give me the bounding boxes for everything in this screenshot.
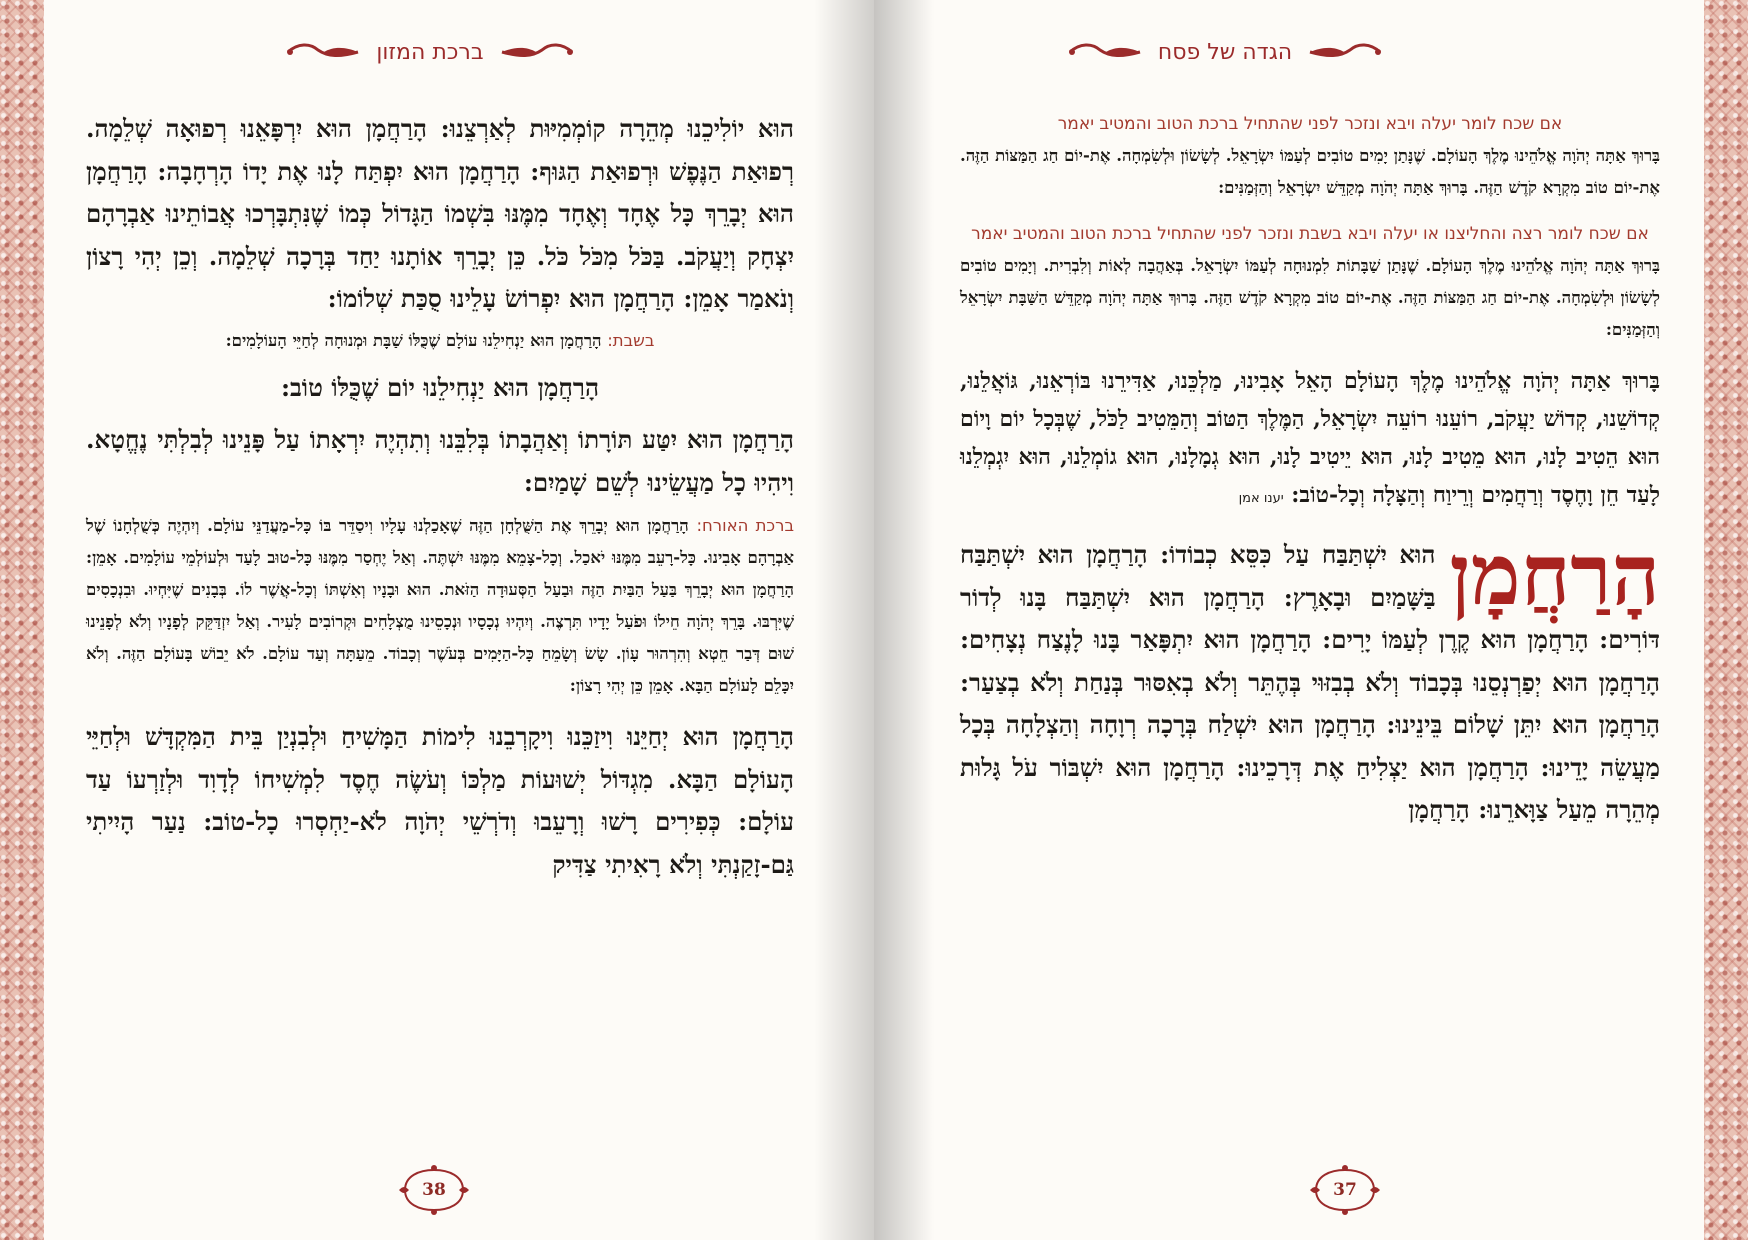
flourish-icon — [498, 41, 576, 63]
shabbat-addition — [86, 325, 794, 357]
prayer-paragraph: הָרַחֲמָן הוּא יִטַּע תּוֹרָתוֹ וְאַהֲבָתוֹ בְּלִבֵּנוּ וְתִהְיֶה יִרְאָתוֹ עַל פָּנֵינוּ לְבִלְתִּי נֶחֱטָא. וִיהִיוּ כָל מַעֲשֵׂינוּ לְשֵׁם שָׁמַיִם: — [86, 425, 794, 497]
harachaman-section — [960, 525, 1660, 832]
blessing-block: בָּרוּךְ אַתָּה יְהֹוָה אֱלֹהֵינוּ מֶלֶךְ הָעוֹלָם. שֶׁנָּתַן שַׁבָּתוֹת לִמְנוּחָה לְעַמּוֹ יִשְׂרָאֵל. בְּאַהֲבָה לְאוֹת וְלִבְרִית. וְיָמִים טוֹבִים לְשָׂשׂוֹן וּלְשִׂמְחָה. אֶת-יוֹם חַג הַמַּצּוֹת הַזֶּה. אֶת-יוֹם טוֹב מִקְרָא קֹדֶשׁ הַזֶּה. בָּרוּךְ אַתָּה יְהֹוָה מְקַדֵּשׁ הַשַּׁבָּת יִשְׂרָאֵל וְהַזְּמַנִּים: — [960, 256, 1660, 339]
page-header-left — [240, 34, 620, 70]
gutter-shadow-left — [814, 0, 874, 1240]
page-content-right — [960, 108, 1660, 832]
prayer-paragraph: הָרַחֲמָן הוּא יַנְחִילֵנוּ יוֹם שֶׁכֻּלּוֹ טוֹב: — [280, 372, 600, 402]
flourish-icon — [1306, 41, 1384, 63]
flourish-icon — [1066, 41, 1144, 63]
prayer-paragraph — [960, 362, 1660, 518]
page-right — [874, 0, 1748, 1240]
ornamental-border-right — [1704, 0, 1748, 1240]
page-title: הגדה של פסח — [1157, 39, 1293, 65]
gutter-shadow-right — [874, 0, 934, 1240]
drop-cap-heading: הָרַחֲמָן — [1449, 525, 1660, 624]
prayer-paragraph: הוּא יִשְׁתַּבַּח עַל כִּסֵּא כְבוֹדוֹ: הָרַחֲמָן הוּא יִשְׁתַּבַּח בַּשָּׁמַיִם וּבָאָרֶץ: הָרַחֲמָן הוּא יִשְׁתַּבַּח בָּנוּ לְדוֹר דּוֹרִים: הָרַחֲמָן הוּא קֶרֶן לְעַמּוֹ יָרִים: הָרַחֲמָן הוּא יִתְפָּאַר בָּנוּ לָנֶצַח נְצָחִים: הָרַחֲמָן הוּא יְפַרְנְסֵנוּ בְּכָבוֹד וְלֹא בְבִזּוּי בְּהֶתֵּר וְלֹא בְאִסּוּר בְּנַחַת וְלֹא בְצַעַר: הָרַחֲמָן הוּא יִתֵּן שָׁלוֹם בֵּינֵינוּ: הָרַחֲמָן הוּא יִשְׁלַח בְּרָכָה רְוָחָה וְהַצְלָחָה בְּכָל מַעֲשֵׂה יָדֵינוּ: הָרַחֲמָן הוּא יַצְלִיחַ אֶת דְּרָכֵינוּ: הָרַחֲמָן הוּא יִשְׁבּוֹר עֹל גָּלוּת מְהֵרָה מֵעַל צַוָּארֵנוּ: הָרַחֲמָן — [960, 540, 1660, 824]
instruction-text: אם שכח לומר רצה והחליצנו או יעלה ויבא בשבת ונזכר לפני שהתחיל ברכת הטוב והמטיב יאמר — [971, 224, 1649, 244]
shabbat-text: הָרַחֲמָן הוּא יַנְחִילֵנוּ עוֹלָם שֶׁכֻּלּוֹ שַׁבָּת וּמְנוּחָה לְחַיֵּי הָעוֹלָמִים: — [225, 330, 602, 350]
page-number-text: 37 — [1333, 1180, 1357, 1200]
blessing-block: בָּרוּךְ אַתָּה יְהֹוָה אֱלֹהֵינוּ מֶלֶךְ הָעוֹלָם. שֶׁנָּתַן יָמִים טוֹבִים לְעַמּוֹ יִשְׂרָאֵל. לְשָׂשׂוֹן וּלְשִׂמְחָה. אֶת-יוֹם חַג הַמַּצּוֹת הַזֶּה. אֶת-יוֹם טוֹב מִקְרָא קֹדֶשׁ הַזֶּה. בָּרוּךְ אַתָּה יְהֹוָה מְקַדֵּשׁ יִשְׂרָאֵל וְהַזְּמַנִּים: — [960, 146, 1660, 197]
page-title: ברכת המזון — [376, 39, 484, 65]
guest-blessing — [86, 510, 794, 702]
shabbat-label: בשבת: — [607, 330, 655, 350]
guest-blessing-text: הָרַחֲמָן הוּא יְבָרֵךְ אֶת הַשֻּׁלְחָן הַזֶּה שֶׁאָכַלְנוּ עָלָיו וִיסַדֵּר בּוֹ כָּל-מַעֲדַנֵּי עוֹלָם. וְיִהְיֶה כְּשֻׁלְחָנוֹ שֶׁל אַבְרָהָם אָבִינוּ. כָּל-רָעֵב מִמֶּנּוּ יֹאכַל. וְכָל-צָמֵא מִמֶּנּוּ יִשְׁתֶּה. וְאַל יֶחְסַר מִמֶּנּוּ כָּל-טוּב לָעַד וּלְעוֹלְמֵי עוֹלָמִים. אָמֵן: הָרַחֲמָן הוּא יְבָרֵךְ בַּעַל הַבַּיִת הַזֶּה וּבַעַל הַסְּעוּדָה הַזֹּאת. הוּא וּבָנָיו וְאִשְׁתּוֹ וְכָל-אֲשֶׁר לוֹ. בְּבָנִים שֶׁיִּחְיוּ. וּבִנְכָסִים שֶׁיִּרְבּוּ. בָּרֵךְ יְהֹוָה חֵילוֹ וּפֹעַל יָדָיו תִּרְצֶה. וְיִהְיוּ נְכָסָיו וּנְכָסֵינוּ מֻצְלָחִים וּקְרוֹבִים לָעִיר. וְאַל יִזְדַּקֵּק לְפָנָיו וְלֹא לְפָנֵינוּ שׁוּם דְּבַר חֵטְא וְהִרְהוּר עָוֹן. שָׂשׂ וְשָׂמֵחַ כָּל-הַיָּמִים בְּעֹשֶׁר וְכָבוֹד. מֵעַתָּה וְעַד עוֹלָם. לֹא יֵבוֹשׁ בָּעוֹלָם הַזֶּה. וְלֹא יִכָּלֵם לָעוֹלָם הַבָּא. אָמֵן כֵּן יְהִי רָצוֹן: — [86, 516, 794, 695]
prayer-paragraph: הָרַחֲמָן הוּא יְחַיֵּנוּ וִיזַכֵּנוּ וִיקָרְבֵנוּ לִימוֹת הַמָּשִׁיחַ וּלְבִנְיַן בֵּית הַמִּקְדָּשׁ וּלְחַיֵּי הָעוֹלָם הַבָּא. מִגְדּוֹל יְשׁוּעוֹת מַלְכּוֹ וְעֹשֶׂה חֶסֶד לִמְשִׁיחוֹ לְדָוִד וּלְזַרְעוֹ עַד עוֹלָם: כְּפִירִים רָשׁוּ וְרָעֵבוּ וְדֹרְשֵׁי יְהֹוָה לֹא-יַחְסְרוּ כָל-טוֹב: נַעַר הָיִיתִי גַּם-זָקַנְתִּי וְלֹא רָאִיתִי צַדִּיק — [86, 722, 794, 879]
prayer-paragraph: הוּא יוֹלִיכֵנוּ מְהֵרָה קוֹמְמִיּוּת לְאַרְצֵנוּ: הָרַחֲמָן הוּא יִרְפָּאֵנוּ רְפוּאָה שְׁלֵמָה. רְפוּאַת הַנֶּפֶשׁ וּרְפוּאַת הַגּוּף: הָרַחֲמָן הוּא יִפְתַּח לָנוּ אֶת יָדוֹ הָרְחָבָה: הָרַחֲמָן הוּא יְבָרֵךְ כָּל אֶחָד וְאֶחָד מִמֶּנּוּ בִּשְׁמוֹ הַגָּדוֹל כְּמוֹ שֶׁנִּתְבָּרְכוּ אֲבוֹתֵינוּ אַבְרָהָם יִצְחָק וְיַעֲקֹב. בַּכֹּל מִכֹּל כֹּל. כֵּן יְבָרֵךְ אוֹתָנוּ יַחַד בְּרָכָה שְׁלֵמָה. וְכֵן יְהִי רָצוֹן וְנֹאמַר אָמֵן: הָרַחֲמָן הוּא יִפְרוֹשׂ עָלֵינוּ סֻכַּת שְׁלוֹמוֹ: — [86, 114, 794, 313]
main-blessing-text: בָּרוּךְ אַתָּה יְהֹוָה אֱלֹהֵינוּ מֶלֶךְ הָעוֹלָם הָאֵל אָבִינוּ, מַלְכֵּנוּ, אַדִּירֵנוּ בּוֹרְאֵנוּ, גּוֹאֲלֵנוּ, קְדוֹשֵׁנוּ, קְדוֹשׁ יַעֲקֹב, רוֹעֵנוּ רוֹעֵה יִשְׂרָאֵל, הַמֶּלֶךְ הַטּוֹב וְהַמֵּטִיב לַכֹּל, שֶׁבְּכָל יוֹם וָיוֹם הוּא הֵטִיב לָנוּ, הוּא מֵטִיב לָנוּ, הוּא יֵיטִיב לָנוּ, הוּא גְמָלָנוּ, הוּא גוֹמְלֵנוּ, הוּא יִגְמְלֵנוּ לָעַד חֵן וָחֶסֶד וְרַחֲמִים וְרֵיוַח וְהַצָּלָה וְכָל-טוֹב: — [960, 368, 1660, 508]
flourish-icon — [284, 41, 362, 63]
page-number-text: 38 — [422, 1180, 446, 1200]
page-content-left — [86, 108, 794, 886]
page-number-left — [397, 1164, 471, 1216]
instruction-text: אם שכח לומר יעלה ויבא ונזכר לפני שהתחיל ברכת הטוב והמטיב יאמר — [1057, 114, 1563, 134]
response-note: יענו אמן — [1238, 491, 1284, 506]
page-header-right — [1010, 34, 1440, 70]
guest-blessing-label: ברכת האורח: — [696, 516, 795, 535]
page-number-right — [1308, 1164, 1382, 1216]
ornamental-border-left — [0, 0, 44, 1240]
